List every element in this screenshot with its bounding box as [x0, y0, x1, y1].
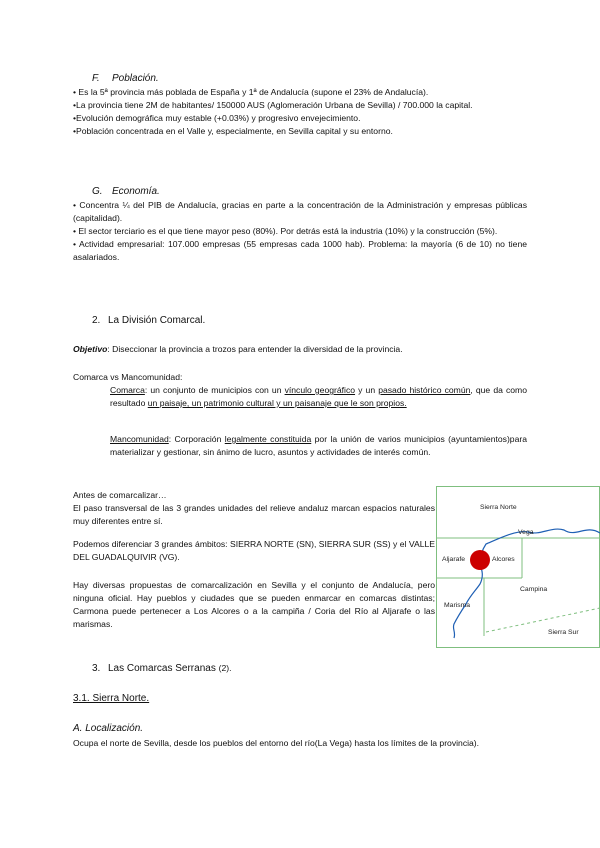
map-drawing [436, 486, 600, 648]
sevilla-marker [470, 550, 490, 570]
section-note: (2). [218, 663, 232, 673]
underlined-phrase: pasado histórico común [378, 385, 471, 395]
objetivo-paragraph [73, 343, 527, 356]
map-border [437, 487, 600, 648]
section-number: 3. [92, 663, 101, 674]
label-alcores: Alcores [492, 556, 515, 563]
subsection-sierra-norte [73, 692, 527, 705]
term-mancomunidad: Mancomunidad [110, 434, 169, 444]
list-item: •La provincia tiene 2M de habitantes/ 150000 AUS (Aglomeración Urbana de Sevilla) / 700.000 la capital. [73, 100, 473, 110]
ambitos-paragraph [73, 538, 435, 564]
poblacion-list [73, 86, 527, 138]
definition-text: y un [355, 385, 379, 395]
definition-text: : un conjunto de municipios con un [144, 385, 285, 395]
heading-localizacion [73, 722, 527, 735]
heading-title: Población. [112, 73, 159, 84]
definition-text: , que da como resultado [110, 385, 527, 408]
propuestas-text: Hay diversas propuestas de comarcalización en Sevilla y el conjunto de Andalucía, pero ninguna oficial. Hay pueblos y ciudades que se pueden enmarcar en comarcas distintas; Carmona puede pertenecer a Los Alcores o a la campiña / Coria del Río al Aljarafe o las marismas. [73, 580, 435, 629]
economia-list [73, 199, 527, 264]
label-campina: Campina [520, 586, 548, 593]
heading-title: Localización. [85, 723, 144, 734]
antes-relieve: El paso transversal de las 3 grandes unidades del relieve andaluz marcan espacios naturales muy diferentes entre sí. [73, 503, 435, 526]
localizacion-paragraph [73, 737, 527, 750]
propuestas-paragraph [73, 579, 435, 631]
definition-text: por la unión de varios municipios (ayuntamientos)para materializar y gestionar, sin ánimo de lucro, asuntos y actividades de interés común. [110, 434, 528, 457]
objetivo-text: : Diseccionar la provincia a trozos para entender la diversidad de la provincia. [107, 344, 403, 354]
heading-letter: A. [73, 723, 83, 734]
section-title: La División Comarcal. [108, 315, 206, 326]
heading-economia [92, 185, 160, 198]
comarca-vs-heading [73, 371, 527, 384]
heading-poblacion [92, 72, 159, 85]
localizacion-text: Ocupa el norte de Sevilla, desde los pueblos del entorno del río(La Vega) hasta los límites de la provincia). [73, 738, 480, 748]
label-aljarafe: Aljarafe [442, 556, 466, 563]
label-sierra-sur: Sierra Sur [548, 629, 579, 636]
comarcas-map [436, 486, 600, 648]
antes-intro: Antes de comarcalizar… [73, 490, 167, 500]
label-marisma: Marisma [444, 602, 471, 609]
objetivo-label: Objetivo [73, 344, 108, 354]
list-item: • Actividad empresarial: 107.000 empresas (55 empresas cada 1000 hab). Problema: la mayoría (6 de 10) no tiene asalariados. [73, 239, 527, 262]
list-item: • Es la 5ª provincia más poblada de España y 1ª de Andalucía (supone el 23% de Andalucía). [73, 87, 429, 97]
label-sierra-norte: Sierra Norte [480, 504, 517, 511]
comarca-definition [110, 384, 527, 410]
ambitos-text: Podemos diferenciar 3 grandes ámbitos: SIERRA NORTE (SN), SIERRA SUR (SS) y el VALLE DEL GUADALQUIVIR (VG). [73, 539, 435, 562]
list-item: •Evolución demográfica muy estable (+0.03%) y progresivo envejecimiento. [73, 113, 361, 123]
comarca-vs-text: Comarca vs Mancomunidad: [73, 372, 183, 382]
list-item: • El sector terciario es el que tiene mayor peso (80%). Por detrás está la industria (10%) y la construcción (5%). [73, 226, 498, 236]
section-heading-division-comarcal [92, 314, 205, 327]
antes-paragraph [73, 489, 435, 528]
underlined-phrase: legalmente constituida [224, 434, 312, 444]
underlined-phrase: vínculo geográfico [284, 385, 356, 395]
section-number: 2. [92, 315, 101, 326]
definition-text: : Corporación [168, 434, 225, 444]
heading-letter: G. [92, 186, 103, 197]
list-item: • Concentra ¼ del PIB de Andalucía, gracias en parte a la concentración de la Administración y empresas públicas (capitalidad). [73, 200, 527, 223]
mancomunidad-definition [110, 433, 527, 459]
heading-title: Economía. [112, 186, 160, 197]
underlined-phrase: un paisaje, un patrimonio cultural y un paisanaje que le son propios. [147, 398, 407, 408]
label-vega: Vega [518, 529, 534, 536]
term-comarca: Comarca [110, 385, 145, 395]
section-title: Las Comarcas Serranas [108, 663, 216, 674]
heading-letter: F. [92, 73, 100, 84]
section-heading-comarcas-serranas [92, 662, 232, 675]
list-item: •Población concentrada en el Valle y, especialmente, en Sevilla capital y su entorno. [73, 126, 393, 136]
subsection-title: 3.1. Sierra Norte. [73, 693, 150, 704]
